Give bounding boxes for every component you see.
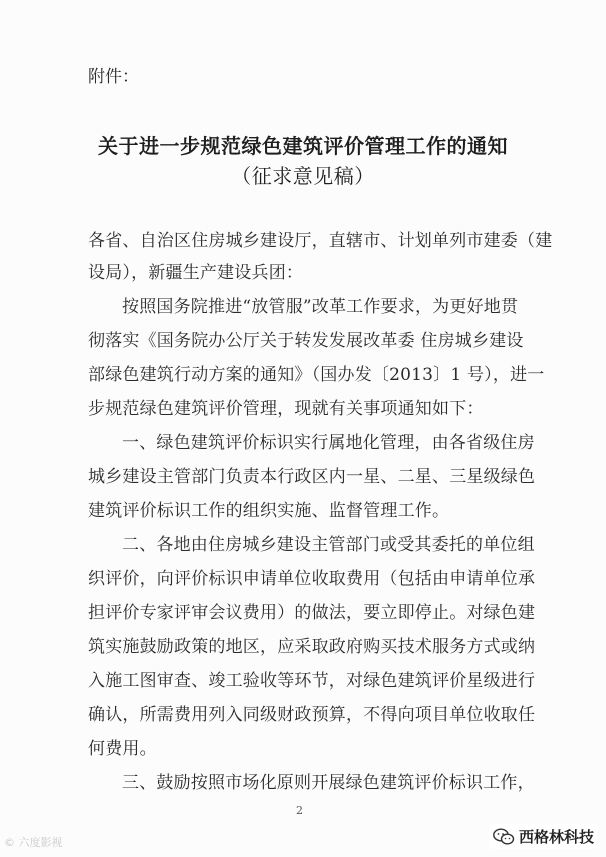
body-line: 建筑评价标识工作的组织实施、监督管理工作。 — [88, 501, 450, 521]
body-line: 彻落实《国务院办公厅关于转发发展改革委 住房城乡建设 — [88, 331, 524, 351]
attachment-label: 附件： — [88, 67, 139, 87]
watermark-text: 西格林科技 — [518, 828, 594, 846]
wechat-icon — [493, 828, 515, 846]
body-line: 三、鼓励按照市场化原则开展绿色建筑评价标识工作， — [122, 773, 535, 793]
corner-watermark: © 六度影视 — [4, 836, 63, 849]
body-line: 何费用。 — [88, 739, 157, 759]
body-line: 设局），新疆生产建设兵团： — [88, 263, 304, 283]
body-line: 筑实施鼓励政策的地区，应采取政府购买技术服务方式或纳 — [88, 637, 536, 657]
body-line: 入施工图审查、竣工验收等环节，对绿色建筑评价星级进行 — [88, 671, 536, 691]
body-line: 部绿色建筑行动方案的通知》（国办发〔2013〕1 号），进一 — [88, 365, 545, 385]
body-line: 担评价专家评审会议费用）的做法，要立即停止。对绿色建 — [88, 603, 536, 623]
body-line: 按照国务院推进“放管服”改革工作要求，为更好地贯 — [122, 297, 519, 317]
page-number: 2 — [296, 804, 303, 817]
body-line: 织评价，向评价标识申请单位收取费用（包括由申请单位承 — [88, 569, 536, 589]
wechat-watermark — [489, 824, 598, 849]
body-line: 二、各地由住房城乡建设主管部门或受其委托的单位组 — [122, 535, 535, 555]
body-line: 各省、自治区住房城乡建设厅，直辖市、计划单列市建委（建 — [88, 231, 553, 251]
body-line: 一、绿色建筑评价标识实行属地化管理，由各省级住房 — [122, 433, 535, 453]
body-line: 步规范绿色建筑评价管理，现就有关事项通知如下： — [88, 399, 484, 419]
body-line: 城乡建设主管部门负责本行政区内一星、二星、三星级绿色 — [88, 467, 536, 487]
document-subtitle: （征求意见稿） — [231, 164, 375, 188]
body-line: 确认，所需费用列入同级财政预算，不得向项目单位收取任 — [88, 705, 536, 725]
document-title: 关于进一步规范绿色建筑评价管理工作的通知 — [98, 134, 508, 158]
